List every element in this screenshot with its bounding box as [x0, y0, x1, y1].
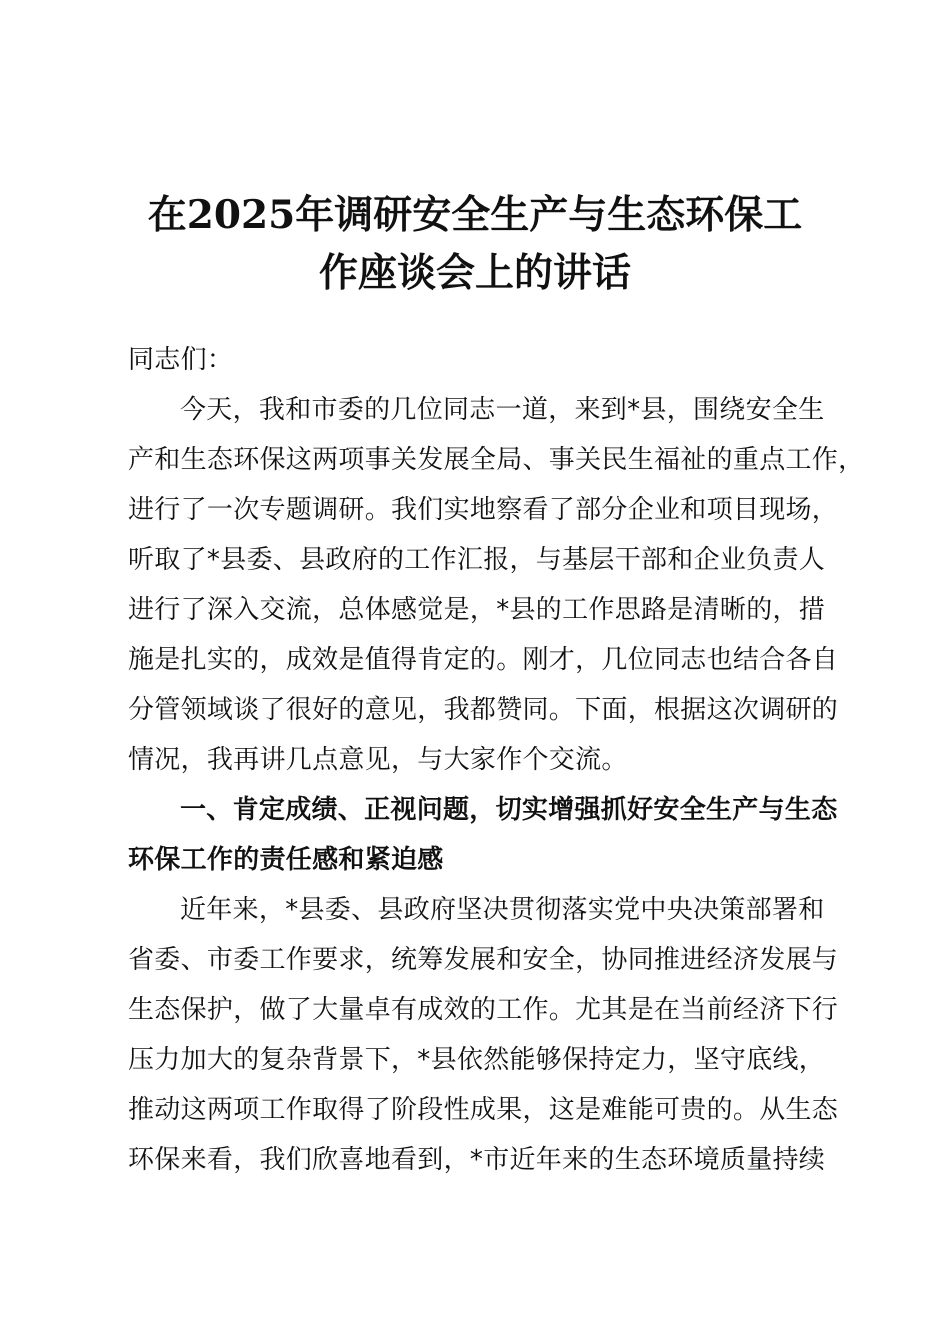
paragraph-line: 推动这两项工作取得了阶段性成果，这是难能可贵的。从生态 — [128, 1095, 839, 1125]
title-line: 作座谈会上的讲话 — [318, 250, 631, 296]
salutation: 同志们： — [128, 345, 234, 375]
paragraph-line: 近年来，*县委、县政府坚决贯彻落实党中央决策部署和 — [180, 895, 825, 925]
document-title — [0, 186, 950, 302]
section-heading-line: 一、肯定成绩、正视问题，切实增强抓好安全生产与生态 — [180, 795, 838, 825]
paragraph-line: 情况，我再讲几点意见，与大家作个交流。 — [128, 745, 628, 775]
paragraph-line: 压力加大的复杂背景下，*县依然能够保持定力，坚守底线， — [128, 1045, 826, 1075]
section-heading-line: 环保工作的责任感和紧迫感 — [128, 845, 444, 875]
paragraph-line: 进行了深入交流，总体感觉是，*县的工作思路是清晰的，措 — [128, 595, 826, 625]
title-line: 在2025年调研安全生产与生态环保工 — [147, 192, 803, 238]
paragraph-line: 省委、市委工作要求，统筹发展和安全，协同推进经济发展与 — [128, 945, 839, 975]
paragraph-line: 分管领域谈了很好的意见，我都赞同。下面，根据这次调研的 — [128, 695, 839, 725]
paragraph-line: 施是扎实的，成效是值得肯定的。刚才，几位同志也结合各自 — [128, 645, 839, 675]
paragraph-line: 进行了一次专题调研。我们实地察看了部分企业和项目现场， — [128, 495, 839, 525]
paragraph-line: 生态保护，做了大量卓有成效的工作。尤其是在当前经济下行 — [128, 995, 839, 1025]
document-body — [128, 335, 865, 1185]
paragraph-line: 环保来看，我们欣喜地看到，*市近年来的生态环境质量持续 — [128, 1145, 826, 1175]
paragraph-line: 产和生态环保这两项事关发展全局、事关民生福祉的重点工作， — [128, 445, 865, 475]
paragraph-line: 今天，我和市委的几位同志一道，来到*县，围绕安全生 — [180, 395, 825, 425]
paragraph-line: 听取了*县委、县政府的工作汇报，与基层干部和企业负责人 — [128, 545, 826, 575]
